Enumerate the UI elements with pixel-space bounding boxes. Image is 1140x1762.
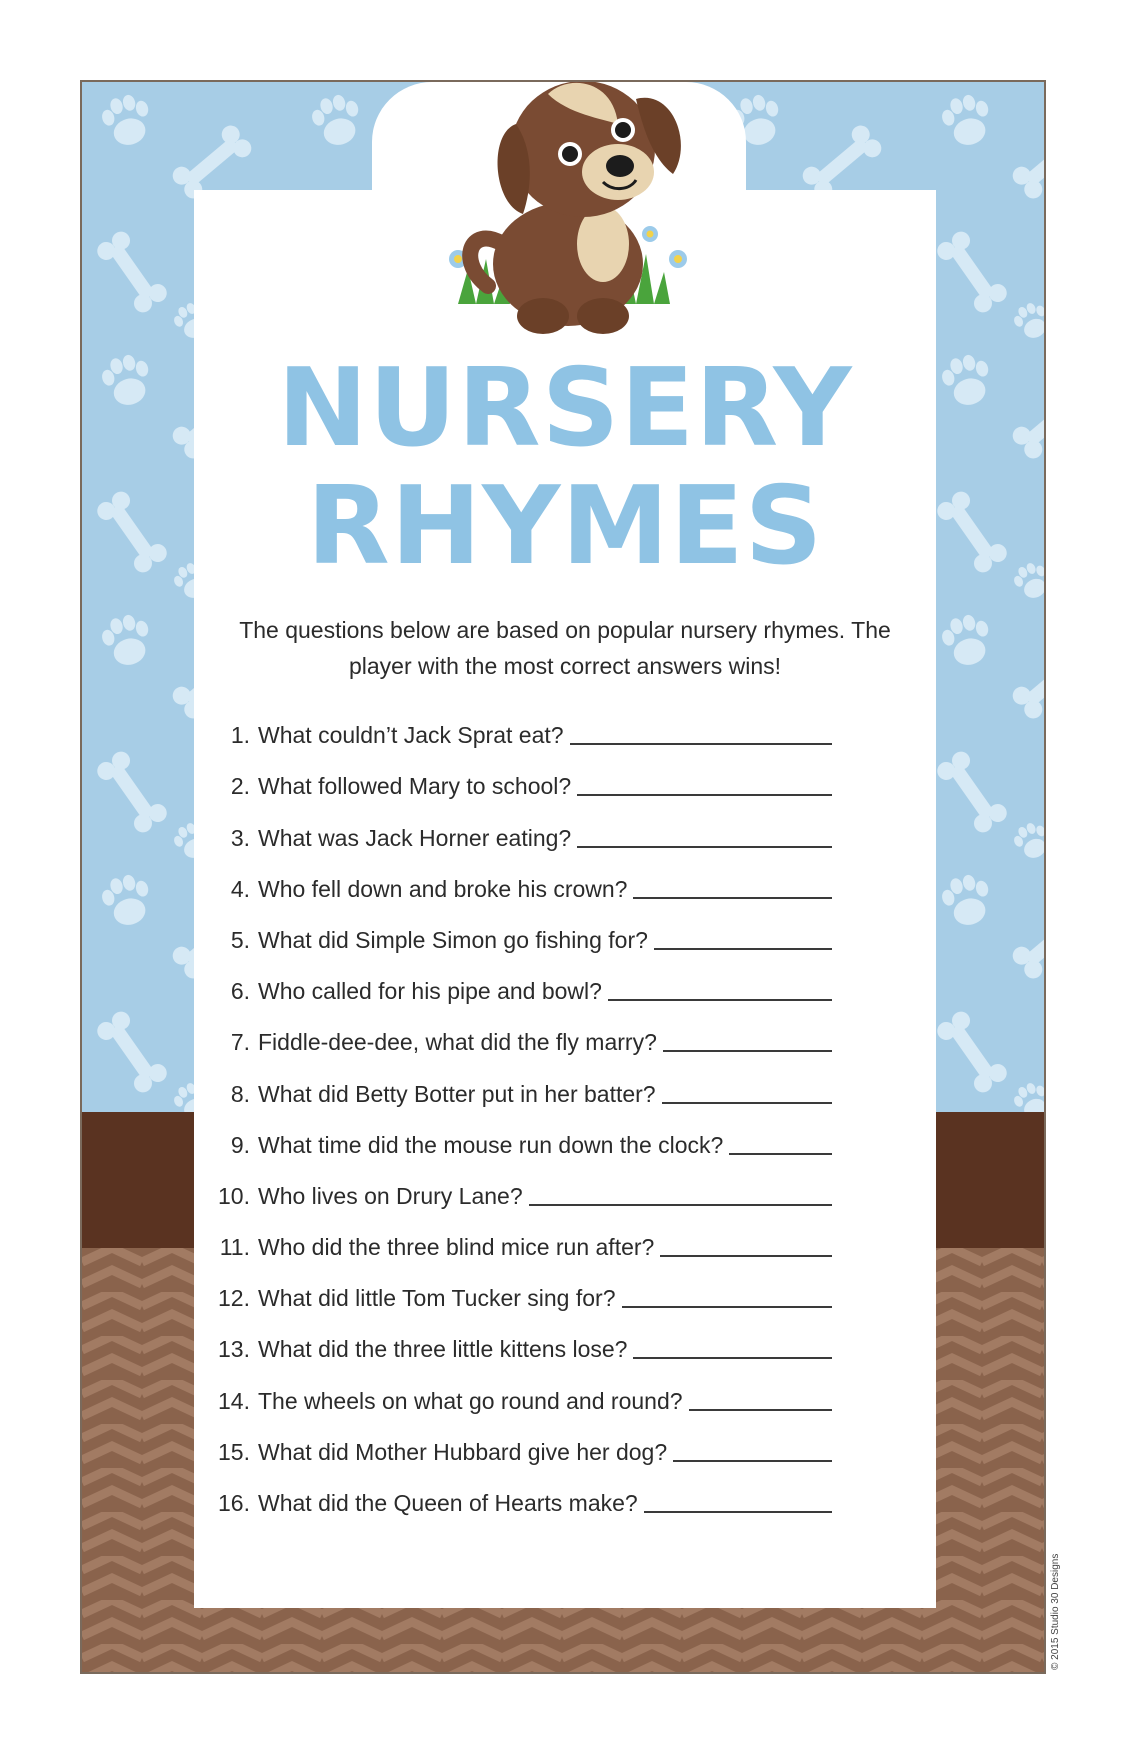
question-number: 15.: [218, 1438, 250, 1465]
question-text: What did little Tom Tucker sing for?: [258, 1285, 616, 1312]
answer-line[interactable]: [577, 846, 832, 848]
answer-line[interactable]: [608, 999, 832, 1001]
question-item: [212, 903, 832, 954]
instructions-text: The questions below are based on popular nursery rhymes. The player with the most correct answers wins!: [239, 617, 891, 679]
question-number: 10.: [218, 1182, 250, 1209]
question-item: [212, 954, 832, 1005]
question-text: What couldn’t Jack Sprat eat?: [258, 722, 564, 749]
question-item: [212, 1466, 832, 1517]
question-number: 4.: [230, 875, 250, 902]
question-text: What did the Queen of Hearts make?: [258, 1490, 638, 1516]
question-text: Fiddle-dee-dee, what did the fly marry?: [258, 1029, 657, 1056]
question-item: [212, 749, 832, 800]
question-text: What time did the mouse run down the clock?: [258, 1131, 724, 1158]
question-item: [212, 1415, 832, 1466]
answer-line[interactable]: [689, 1409, 832, 1411]
answer-line[interactable]: [529, 1204, 832, 1206]
question-text: Who called for his pipe and bowl?: [258, 978, 602, 1005]
answer-line[interactable]: [577, 794, 832, 796]
question-text: What did Mother Hubbard give her dog?: [258, 1438, 668, 1465]
question-text: What was Jack Horner eating?: [258, 824, 572, 851]
question-text: What did Simple Simon go fishing for?: [258, 926, 648, 953]
title-line-1: NURSERY: [277, 346, 853, 471]
answer-line[interactable]: [644, 1511, 832, 1513]
question-number: 2.: [230, 773, 250, 800]
title-line-2: RHYMES: [306, 464, 824, 589]
question-text: Who did the three blind mice run after?: [258, 1234, 655, 1261]
question-list: [212, 698, 832, 1517]
question-item: [212, 1312, 832, 1363]
page-title: [194, 346, 936, 589]
answer-line[interactable]: [654, 948, 832, 950]
question-number: 7.: [230, 1029, 250, 1056]
puppy-illustration: [398, 80, 728, 340]
question-number: 12.: [218, 1285, 250, 1312]
question-item: [212, 1005, 832, 1056]
question-number: 13.: [218, 1336, 250, 1363]
question-number: 1.: [230, 722, 250, 749]
question-number: 8.: [230, 1080, 250, 1107]
question-item: [212, 800, 832, 851]
question-item: [212, 698, 832, 749]
question-number: 9.: [230, 1131, 250, 1158]
answer-line[interactable]: [673, 1460, 832, 1462]
question-item: [212, 1210, 832, 1261]
question-number: 3.: [230, 824, 250, 851]
question-text: What did Betty Botter put in her batter?: [258, 1080, 656, 1107]
question-item: [212, 1108, 832, 1159]
question-text: The wheels on what go round and round?: [258, 1387, 683, 1414]
question-text: Who lives on Drury Lane?: [258, 1182, 523, 1209]
question-item: [212, 1159, 832, 1210]
answer-line[interactable]: [633, 897, 832, 899]
question-item: [212, 1261, 832, 1312]
question-item: [212, 1056, 832, 1107]
answer-line[interactable]: [622, 1306, 833, 1308]
answer-line[interactable]: [729, 1153, 832, 1155]
copyright-text: © 2015 Studio 30 Designs: [1050, 1553, 1061, 1670]
question-item: [212, 852, 832, 903]
question-item: [212, 1363, 832, 1414]
question-number: 11.: [219, 1234, 250, 1261]
question-text: What followed Mary to school?: [258, 773, 572, 800]
answer-line[interactable]: [662, 1102, 832, 1104]
question-number: 16.: [218, 1490, 250, 1516]
question-text: Who fell down and broke his crown?: [258, 875, 628, 902]
answer-line[interactable]: [570, 743, 832, 745]
answer-line[interactable]: [660, 1255, 832, 1257]
answer-line[interactable]: [633, 1357, 832, 1359]
invitation-card: [80, 80, 1046, 1674]
question-text: What did the three little kittens lose?: [258, 1336, 628, 1363]
question-number: 14.: [218, 1387, 250, 1414]
question-number: 5.: [230, 926, 250, 953]
question-number: 6.: [230, 978, 250, 1005]
answer-line[interactable]: [663, 1050, 832, 1052]
